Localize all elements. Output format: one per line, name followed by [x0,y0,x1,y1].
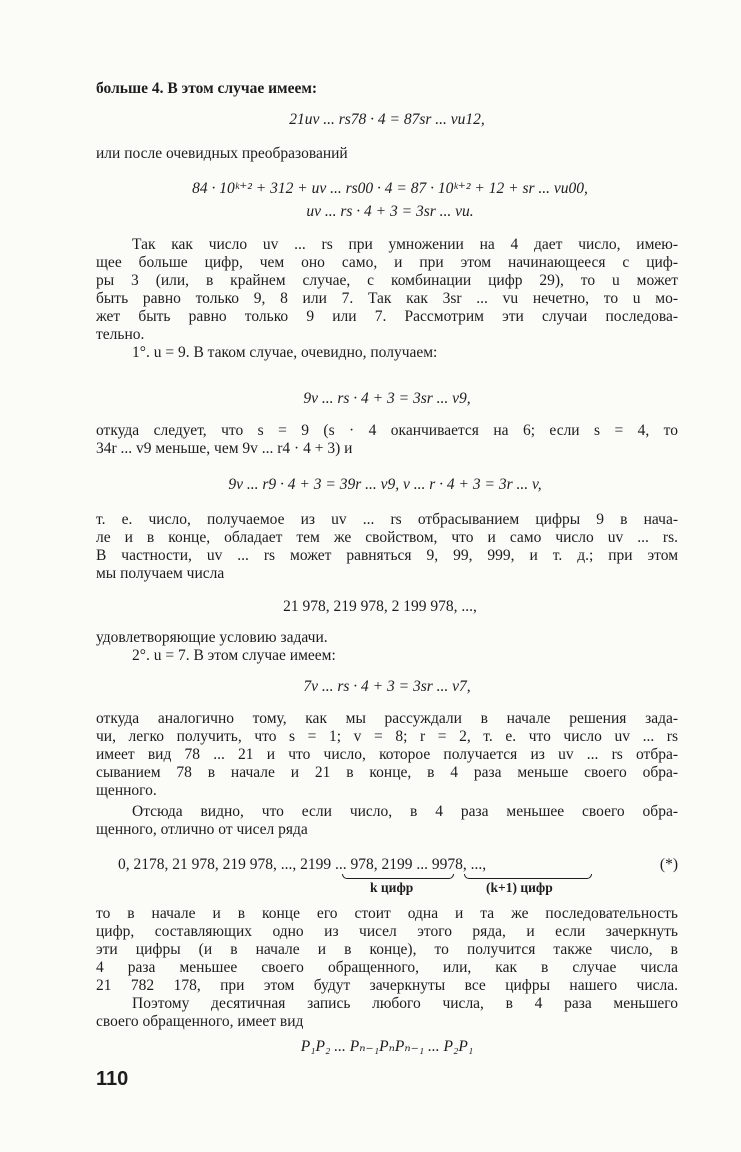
formula: uv ... rs · 4 + 3 = 3sr ... vu. [306,203,474,220]
text-line: 1°. u = 9. В таком случае, очевидно, получаем: [132,344,438,361]
brace-label: (k+1) цифр [486,880,553,895]
text-line: Отсюда видно, что если число, в 4 раза меньшее своего обра- [132,803,678,820]
text-line: или после очевидных преобразований [96,145,348,162]
text-line: ры 3 (или, в крайнем случае, с комбинации цифр 29), то u может [96,272,678,289]
text-line: Поэтому десятичная запись любого числа, в 4 раза меньшего [132,995,678,1012]
underbrace [464,874,592,879]
text-line: 2°. u = 7. В этом случае имеем: [132,647,336,664]
text-line: жет быть равно только 9 или 7. Рассмотрим эти случаи последова- [96,308,678,325]
formula: 7v ... rs · 4 + 3 = 3sr ... v7, [303,678,471,695]
text-line: цифр, составляющих одно из чисел этого ряда, и если зачеркнуть [96,923,678,940]
text-line: щенного, отлично от чисел ряда [96,821,308,838]
page-number: 110 [96,1068,129,1090]
text-line: то в начале и в конце его стоит одна и та же последовательность [96,905,678,922]
brace-label: k цифр [370,880,414,895]
series-formula [118,856,678,874]
formula: 84 · 10ᵏ⁺² + 312 + uv ... rs00 · 4 = 87 · 10ᵏ⁺² + 12 + sr ... vu00, [192,180,588,197]
formula: 9v ... rs · 4 + 3 = 3sr ... v9, [303,390,471,407]
text-line: быть равно только 9, 8 или 7. Так как 3sr ... vu нечетно, то u мо- [96,290,678,307]
formula: P₁P₂ ... Pₙ₋₁PₙPₙ₋₁ ... P₂P₁ [300,1038,474,1055]
text-line: 21 782 178, при этом будут зачеркнуты все цифры нашего числа. [96,977,678,994]
underbrace [342,874,454,879]
text-line: 34r ... v9 меньше, чем 9v ... r4 · 4 + 3) и [96,440,353,457]
text-line: 4 раза меньшее своего обращенного, или, как в случае числа [96,959,678,976]
formula: 21uv ... rs78 · 4 = 87sr ... vu12, [289,111,485,128]
text-line: имеет вид 78 ... 21 и что число, которое получается из uv ... rs отбра- [96,746,678,763]
number-sequence: 21 978, 219 978, 2 199 978, ..., [283,598,477,615]
text-line: щенного. [96,782,157,799]
text-line: удовлетворяющие условию задачи. [96,629,328,646]
text-line: откуда аналогично тому, как мы рассуждали в начале решения зада- [96,710,678,727]
text-line: Так как число uv ... rs при умножении на 4 дает число, имею- [132,236,678,253]
text-line: мы получаем числа [96,565,225,582]
formula: 9v ... r9 · 4 + 3 = 39r ... v9, v ... r · 4 + 3 = 3r ... v, [228,476,542,493]
text-line: тельно. [96,326,145,343]
text-line: чи, легко получить, что s = 1; v = 8; r = 2, т. е. что число uv ... rs [96,728,678,745]
equation-number: (*) [659,856,678,873]
text-line: щее больше цифр, чем оно само, и при этом начинающееся с циф- [96,254,678,271]
text-line: сыванием 78 в начале и 21 в конце, в 4 раза меньше своего обра- [96,764,678,781]
text-line: ле и в конце, обладает тем же свойством, что и само число uv ... rs. [96,529,678,546]
text-line: т. е. число, получаемое из uv ... rs отбрасыванием цифры 9 в нача- [96,511,678,528]
text-line: В частности, uv ... rs может равняться 9, 99, 999, и т. д.; при этом [96,547,678,564]
series-text: 0, 2178, 21 978, 219 978, ..., 2199 ... 978, 2199 ... 9978, ..., [118,856,487,873]
text-line: своего обращенного, имеет вид [96,1013,304,1030]
text-line: откуда следует, что s = 9 (s · 4 оканчивается на 6; если s = 4, то [96,422,678,439]
text-line: больше 4. В этом случае имеем: [96,80,318,97]
text-line: эти цифры (и в начале и в конце), то получится также число, в [96,941,678,958]
